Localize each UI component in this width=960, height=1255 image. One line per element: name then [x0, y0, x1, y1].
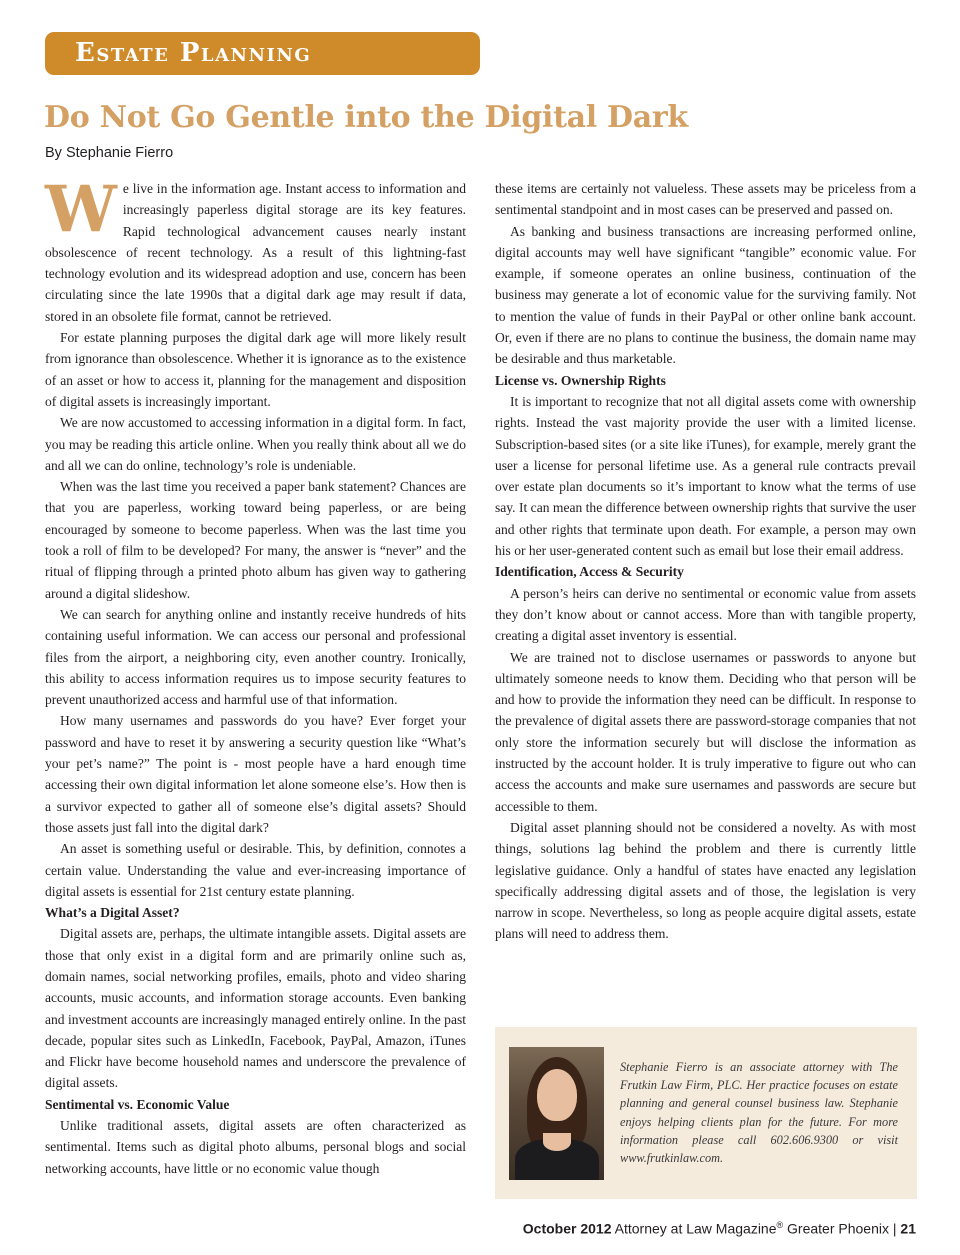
- paragraph-text: License vs. Ownership Rights: [495, 372, 666, 388]
- page-number: 21: [900, 1220, 916, 1237]
- author-photo: [509, 1047, 604, 1180]
- page-footer: [523, 1220, 916, 1237]
- article-byline: By Stephanie Fierro: [45, 145, 174, 161]
- body-paragraph: [495, 221, 916, 370]
- paragraph-text: Identification, Access & Security: [495, 564, 684, 580]
- paragraph-text: Digital asset planning should not be considered a novelty. As with most things, solutions lag behind the problem and there is currently little legislative guidance. Only a handful of states have enacted any legislation specifically addressing digital assets and of those, the legislation is very narrow in scope. Nevertheless, so long as people acquire digital assets, estate plans will need to address them.: [495, 819, 916, 942]
- body-paragraph: [45, 923, 466, 1093]
- paragraph-text: We can search for anything online and instantly receive hundreds of hits containing useful information. We can access our personal and professional files from the airport, a neighboring city, even another country. Ironically, this ability to access information requires us to impose security features to prevent unauthorized access and harmful use of that information.: [45, 606, 466, 708]
- paragraph-text: Sentimental vs. Economic Value: [45, 1096, 230, 1112]
- paragraph-text: these items are certainly not valueless. These assets may be priceless from a sentimental standpoint and in most cases can be preserved and passed on.: [495, 181, 916, 218]
- section-heading: [495, 370, 916, 391]
- body-paragraph: [45, 604, 466, 710]
- paragraph-text: It is important to recognize that not all digital assets come with ownership rights. Instead the vast majority provide the user with a limited license. Subscription-based sites (or a site like iTunes), for example, merely grant the user a license for personal lifetime use. As a general rule contracts prevail over estate plan documents so it’s important to know what the terms of use say. It can mean the difference between ownership rights that survive the user and other rights that terminate upon death. For example, a person may own his or her user-generated content such as email but lose their email address.: [495, 393, 916, 559]
- body-paragraph: [495, 178, 916, 221]
- author-bio-box: [495, 1027, 917, 1199]
- section-heading: [45, 902, 466, 923]
- section-label: Estate Planning: [75, 38, 312, 68]
- footer-magazine: Attorney at Law Magazine: [614, 1220, 777, 1237]
- footer-issue: October 2012: [522, 1220, 612, 1237]
- article-column-right: [495, 178, 916, 945]
- paragraph-text: How many usernames and passwords do you have? Ever forget your password and have to reset it by answering a security question like “What’s your pet’s name?” The point is - most people have a hard enough time accessing their own digital information let alone someone else’s. How then is a survivor expected to gather all of someone else’s digital assets? Should those assets just fall into the digital dark?: [45, 713, 466, 835]
- body-paragraph: [45, 838, 466, 902]
- body-paragraph: [45, 327, 466, 412]
- article-title: Do Not Go Gentle into the Digital Dark: [44, 100, 688, 135]
- body-paragraph: [495, 583, 916, 647]
- body-paragraph: [495, 647, 916, 817]
- paragraph-text: Unlike traditional assets, digital assets are often characterized as sentimental. Items such as digital photo albums, personal blogs and social networking accounts, have little or no economic value though: [45, 1118, 466, 1176]
- lead-paragraph: [45, 172, 466, 327]
- body-paragraph: [45, 710, 466, 838]
- body-paragraph: [45, 476, 466, 604]
- paragraph-text: A person’s heirs can derive no sentimental or economic value from assets they don’t know about or cannot access. More than with tangible property, creating a digital asset inventory is essential.: [495, 585, 916, 644]
- article-column-left: [45, 172, 466, 1179]
- body-paragraph: [45, 412, 466, 476]
- body-paragraph: [495, 391, 916, 561]
- footer-trademark: ®: [776, 1220, 784, 1230]
- section-heading: [495, 561, 916, 582]
- body-paragraph: [495, 817, 916, 945]
- paragraph-text: We are trained not to disclose usernames or passwords to anyone but ultimately someone needs to know them. Deciding who that person will be and how to provide the information they need can be difficult. In response to the prevalence of digital assets there are password-storage companies that not only store the information securely but will disclose the information as instructed by the account holder. It is truly imperative to figure out who can access the accounts and make sure usernames and passwords are secure but accessible to them.: [495, 649, 916, 814]
- author-bio-text: Stephanie Fierro is an associate attorney with The Frutkin Law Firm, PLC. Her practice focuses on estate planning and general counsel business law. Stephanie enjoys helping clients plan for the future. For more information please call 602.606.9300 or visit www.frutkinlaw.com.: [620, 1060, 898, 1166]
- footer-edition: Greater Phoenix: [787, 1220, 889, 1237]
- drop-cap: W: [45, 172, 117, 247]
- paragraph-text: As banking and business transactions are increasing performed online, digital accounts may well have significant “tangible” economic value. For example, if someone operates an online business, continuation of the business may generate a lot of economic value for the surviving family. Not to mention the value of funds in their PayPal or other online bank account. Or, even if there are no plans to continue the business, the domain name may be desirable and thus marketable.: [495, 223, 916, 367]
- paragraph-text: When was the last time you received a paper bank statement? Chances are that you are paperless, working toward being paperless, or are being encouraged by someone to become paperless. When was the last time you took a roll of film to be developed? For many, the answer is “never” and the ritual of flipping through a printed photo album has given way to gathering around a digital slideshow.: [45, 479, 466, 601]
- paragraph-text: e live in the information age. Instant access to information and increasingly paperless digital storage are its key features. Rapid technological advancement causes nearly instant obsolescence of recent technology. As a result of this lightning-fast technology evolution and its widespread adoption and use, concern has been circulating since the late 1990s that a digital dark age may result if data, stored in an obsolete file format, cannot be retrieved.: [45, 181, 466, 324]
- paragraph-text: What’s a Digital Asset?: [45, 905, 180, 921]
- body-paragraph: [45, 1115, 466, 1179]
- footer-separator: |: [892, 1220, 897, 1237]
- section-banner: [45, 32, 480, 75]
- paragraph-text: We are now accustomed to accessing information in a digital form. In fact, you may be reading this article online. When you really think about all we do and all we can do online, technology’s role is undeniable.: [45, 415, 466, 473]
- section-heading: [45, 1094, 466, 1115]
- paragraph-text: For estate planning purposes the digital dark age will more likely result from ignorance than obsolescence. Whether it is ignorance as to the existence of an asset or how to access it, planning for the management and disposition of digital assets is increasingly important.: [45, 330, 466, 409]
- paragraph-text: Digital assets are, perhaps, the ultimate intangible assets. Digital assets are those that only exist in a digital form and are primarily online such as, domain names, social networking profiles, emails, photo and video sharing accounts, music accounts, and information storage accounts. Even banking and investment accounts are increasingly managed entirely online. In the past decade, popular sites such as LinkedIn, Facebook, PayPal, Amazon, iTunes and Flickr have become household names and underscore the prevalence of digital assets.: [45, 926, 466, 1091]
- paragraph-text: An asset is something useful or desirable. This, by definition, connotes a certain value. Understanding the value and ever-increasing importance of digital assets is essential for 21st century estate planning.: [45, 841, 466, 899]
